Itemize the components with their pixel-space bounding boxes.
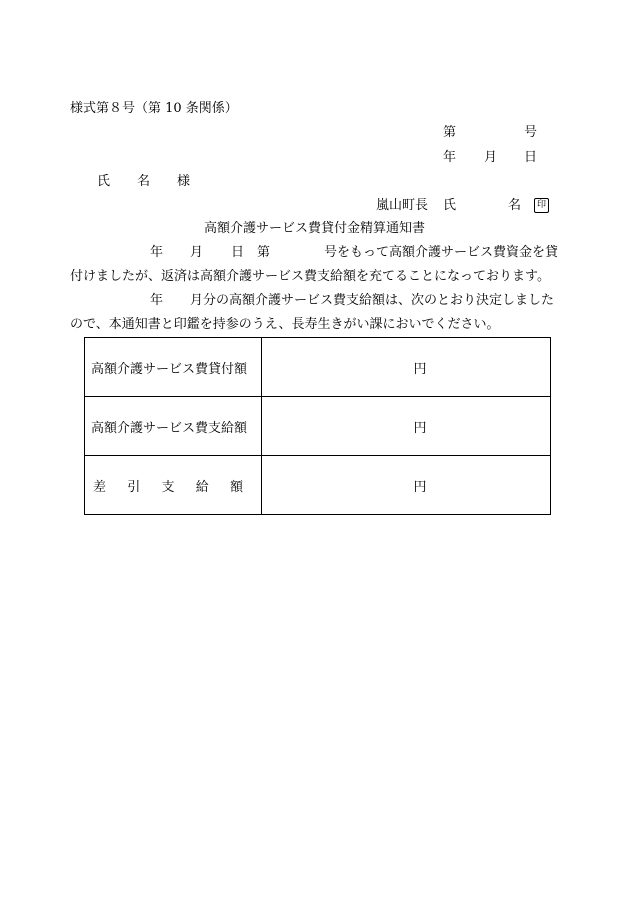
date-year-label: 年 <box>443 150 457 165</box>
paragraph2-line2: ので、本通知書と印鑑を持参のうえ、長寿生きがい課においでください。 <box>70 317 500 332</box>
amount-table <box>84 337 551 515</box>
loan-amount-label: 高額介護サービス費貸付額 <box>85 338 262 397</box>
net-payment-char: 額 <box>229 479 243 495</box>
net-payment-char: 支 <box>161 479 175 495</box>
net-payment-char: 給 <box>195 479 209 495</box>
paragraph1-day: 日 <box>231 245 245 260</box>
document-number-prefix: 第 <box>443 125 457 140</box>
date-day-label: 日 <box>524 150 538 165</box>
paragraph2-year: 年 <box>150 293 164 308</box>
paragraph2-text: 月分の高額介護サービス費支給額は、次のとおり決定しました <box>190 293 555 308</box>
paragraph1-month: 月 <box>190 245 204 260</box>
seal-mark: 印 <box>534 198 549 213</box>
loan-amount-value[interactable]: 円 <box>262 338 551 397</box>
table-row <box>85 338 551 397</box>
table-row <box>85 456 551 515</box>
addressee-shi: 氏 <box>97 174 111 189</box>
net-payment-label <box>85 456 262 515</box>
net-payment-char: 差 <box>93 479 107 495</box>
document-title: 高額介護サービス費貸付金精算通知書 <box>204 221 426 236</box>
form-number: 様式第８号（第 10 条関係） <box>70 101 238 116</box>
net-payment-char: 引 <box>127 479 141 495</box>
table-row <box>85 397 551 456</box>
paragraph1-year: 年 <box>150 245 164 260</box>
issuer-mei: 名 <box>508 198 522 213</box>
addressee-sama: 様 <box>177 174 191 189</box>
paragraph1-line2: 付けましたが、返済は高額介護サービス費支給額を充てることになっております。 <box>70 269 550 284</box>
addressee-mei: 名 <box>137 174 151 189</box>
net-payment-value[interactable]: 円 <box>262 456 551 515</box>
issuer-shi: 氏 <box>443 198 457 213</box>
payment-amount-value[interactable]: 円 <box>262 397 551 456</box>
date-month-label: 月 <box>484 150 498 165</box>
payment-amount-label: 高額介護サービス費支給額 <box>85 397 262 456</box>
paragraph1-text: 号をもって高額介護サービス費資金を貸 <box>324 245 559 260</box>
paragraph1-dai: 第 <box>257 245 271 260</box>
issuer-title: 嵐山町長 <box>376 198 429 213</box>
document-number-suffix: 号 <box>524 125 538 140</box>
